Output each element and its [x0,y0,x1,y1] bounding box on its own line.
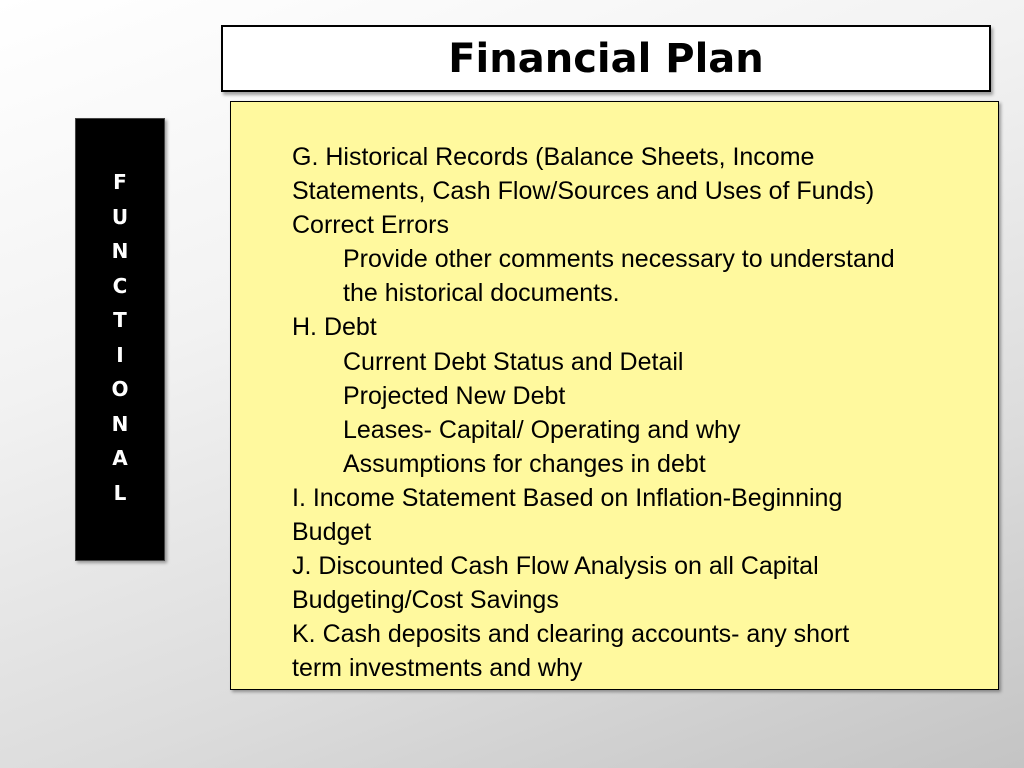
content-line: Assumptions for changes in debt [343,449,706,478]
sidebar-letter: A [112,446,128,470]
content-line: G. Historical Records (Balance Sheets, Income [292,143,815,171]
sidebar-letter: F [113,170,127,194]
functional-sidebar [75,118,165,561]
content-line: Projected New Debt [343,381,566,410]
content-box [230,101,999,690]
sidebar-letter: O [111,377,129,401]
content-line: I. Income Statement Based on Inflation-Beginning [292,483,843,512]
content-line: term investments and why [292,654,583,683]
content-line: Correct Errors [292,211,449,240]
content-line: Provide other comments necessary to understand [343,245,895,274]
slide-title: Financial Plan [448,35,764,82]
content-line: the historical documents. [343,279,620,308]
sidebar-letter: T [113,308,127,332]
title-box [221,25,991,92]
sidebar-letter: C [112,273,128,298]
sidebar-letter: N [111,411,129,436]
content-line: Budgeting/Cost Savings [292,586,559,615]
sidebar-letter: I [116,342,124,367]
content-line: Current Debt Status and Detail [343,347,684,376]
sidebar-letter: U [111,204,129,229]
content-line: Leases- Capital/ Operating and why [343,415,741,444]
sidebar-letters [76,165,164,510]
content-line: Statements, Cash Flow/Sources and Uses of Funds) [292,177,875,206]
sidebar-letter: L [113,480,127,505]
content-line: J. Discounted Cash Flow Analysis on all Capital [292,552,819,581]
content-line: H. Debt [292,313,377,342]
sidebar-letter: N [111,239,129,263]
content-line: Budget [292,518,372,547]
content-line: K. Cash deposits and clearing accounts- any short [292,620,850,649]
content-lines [292,140,982,686]
